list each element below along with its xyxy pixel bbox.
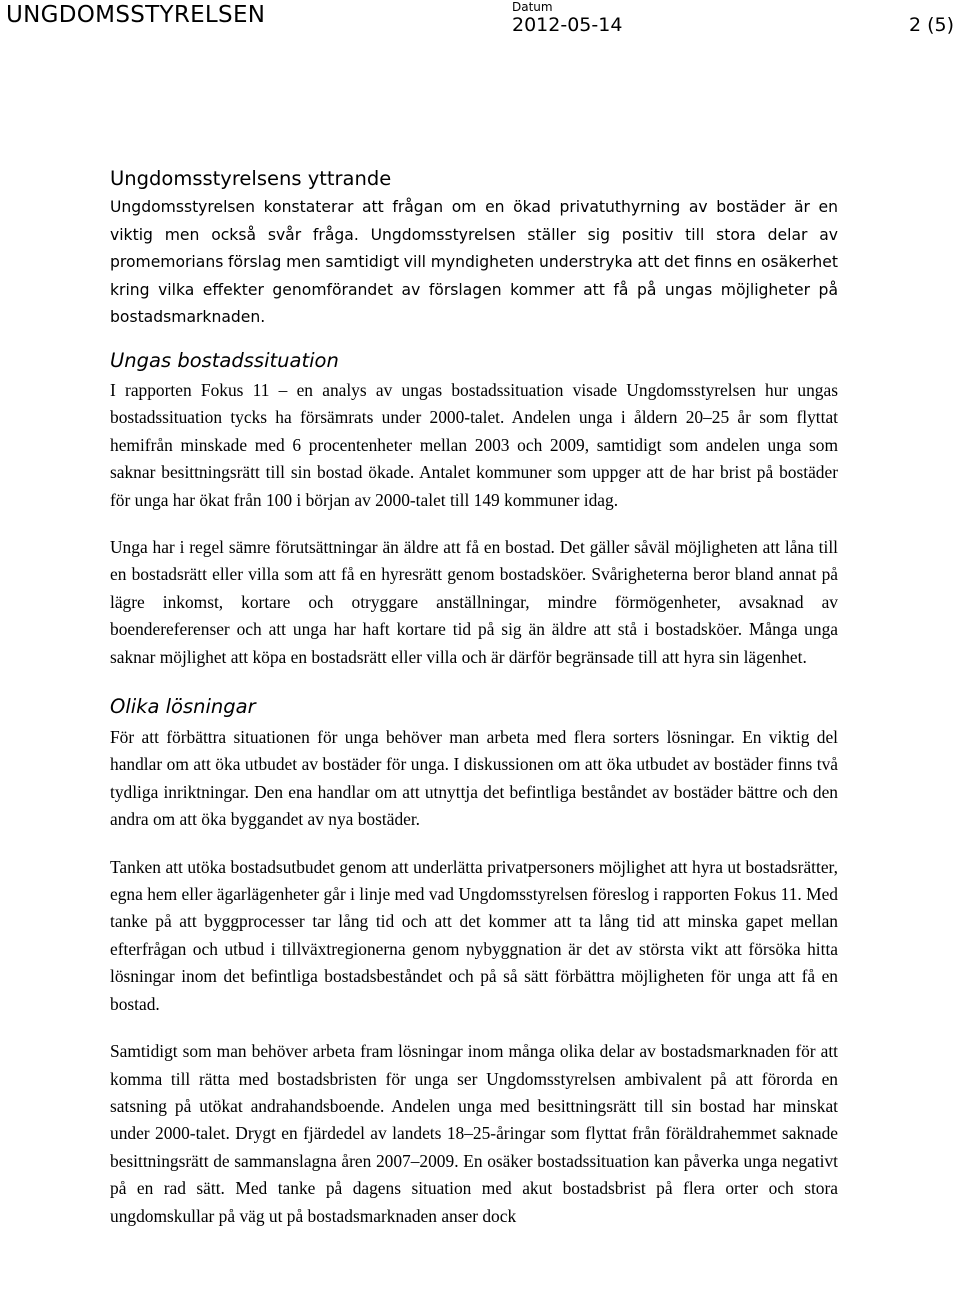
organization-name: UNGDOMSSTYRELSEN <box>6 2 266 28</box>
document-date: 2012-05-14 <box>512 14 623 36</box>
housing-paragraph-1: I rapporten Fokus 11 – en analys av ungas bostadssituation visade Ungdomsstyrelsen hur ungas bostadssituation tycks ha försämrats under 2000-talet. Andelen unga i åldern 20–25 år som flyttat hemifrån minskade med 6 procentenheter mellan 2003 och 2009, samtidigt som andelen unga som saknar besittningsrätt till sin bostad ökade. Antalet kommuner som uppger att de har brist på bostäder för unga har ökat från 100 i början av 2000-talet till 149 kommuner idag. <box>110 379 838 510</box>
date-label: Datum <box>512 0 553 14</box>
housing-paragraph-2: Unga har i regel sämre förutsättningar än äldre att få en bostad. Det gäller såväl möjligheten att låna till en bostadsrätt eller villa som att få en hyresrätt genom bostadsköer. Svårigheterna beror bland annat på lägre inkomst, kortare och otryggare anställningar, mindre förmögenheter, avsaknad av boendereferenser och att unga har haft kortare tid på sig än äldre att stå i bostadsköer. Många unga saknar möjlighet att köpa en bostadsrätt eller villa och är därför begränsade till att hyra sin lägenhet. <box>110 537 838 667</box>
page-header <box>0 0 960 50</box>
section-title-statement: Ungdomsstyrelsens yttrande <box>110 167 392 190</box>
document-body <box>110 166 838 1230</box>
solutions-paragraph-2: Tanken att utöka bostadsutbudet genom att underlätta privatpersoners möjlighet att hyra ut bostadsrätter, egna hem eller ägarlägenheter går i linje med vad Ungdomsstyrelsen föreslog i rapporten Fokus 11. Med tanke på att byggprocesser tar lång tid och att det kommer att ta lång tid att minska gapet mellan efterfrågan och utbud i tillväxtregionerna genom nybyggnation är det av största vikt att försöka hitta lösningar inom det befintliga bostadsbeståndet och på så sätt förbättra möjligheten för unga att få en bostad. <box>110 856 838 1014</box>
statement-paragraph: Ungdomsstyrelsen konstaterar att frågan om en ökad privatuthyrning av bostäder är en viktig men också svår fråga. Ungdomsstyrelsen ställer sig positiv till stora delar av promemorians förslag men samtidigt vill myndigheten understryka att det finns en osäkerhet kring vilka effekter genomförandet av förslagen kommer att få på ungas möjligheter på bostadsmarknaden. <box>110 198 838 327</box>
page-number: 2 (5) <box>908 14 954 36</box>
section-title-solutions: Olika lösningar <box>110 695 256 719</box>
section-title-housing: Ungas bostadssituation <box>110 348 339 372</box>
solutions-paragraph-3: Samtidigt som man behöver arbeta fram lösningar inom många olika delar av bostadsmarknaden för att komma till rätta med bostadsbristen för unga ser Ungdomsstyrelsen ambivalent på att förorda en satsning på utökat andrahandsboende. Andelen unga med besittningsrätt till sin bostad har minskat under 2000-talet. Drygt en fjärdedel av landets 18–25-åringar som flyttat från föräldrahemmet saknade besittningsrätt de sammanslagna åren 2007–2009. En osäker bostadssituation kan påverka unga negativt på en rad sätt. Med tanke på dagens situation med akut bostadsbrist på flera orter och stora ungdomskullar på väg ut på bostadsmarknaden anser dock <box>110 1041 838 1226</box>
solutions-paragraph-1: För att förbättra situationen för unga behöver man arbeta med flera sorters lösningar. En viktig del handlar om att öka utbudet av bostäder för unga. I diskussionen om att öka utbudet av bostäder finns två tydliga inriktningar. Den ena handlar om att utnyttja det befintliga beståndet av bostäder bättre och den andra om att öka byggandet av nya bostäder. <box>110 727 838 830</box>
